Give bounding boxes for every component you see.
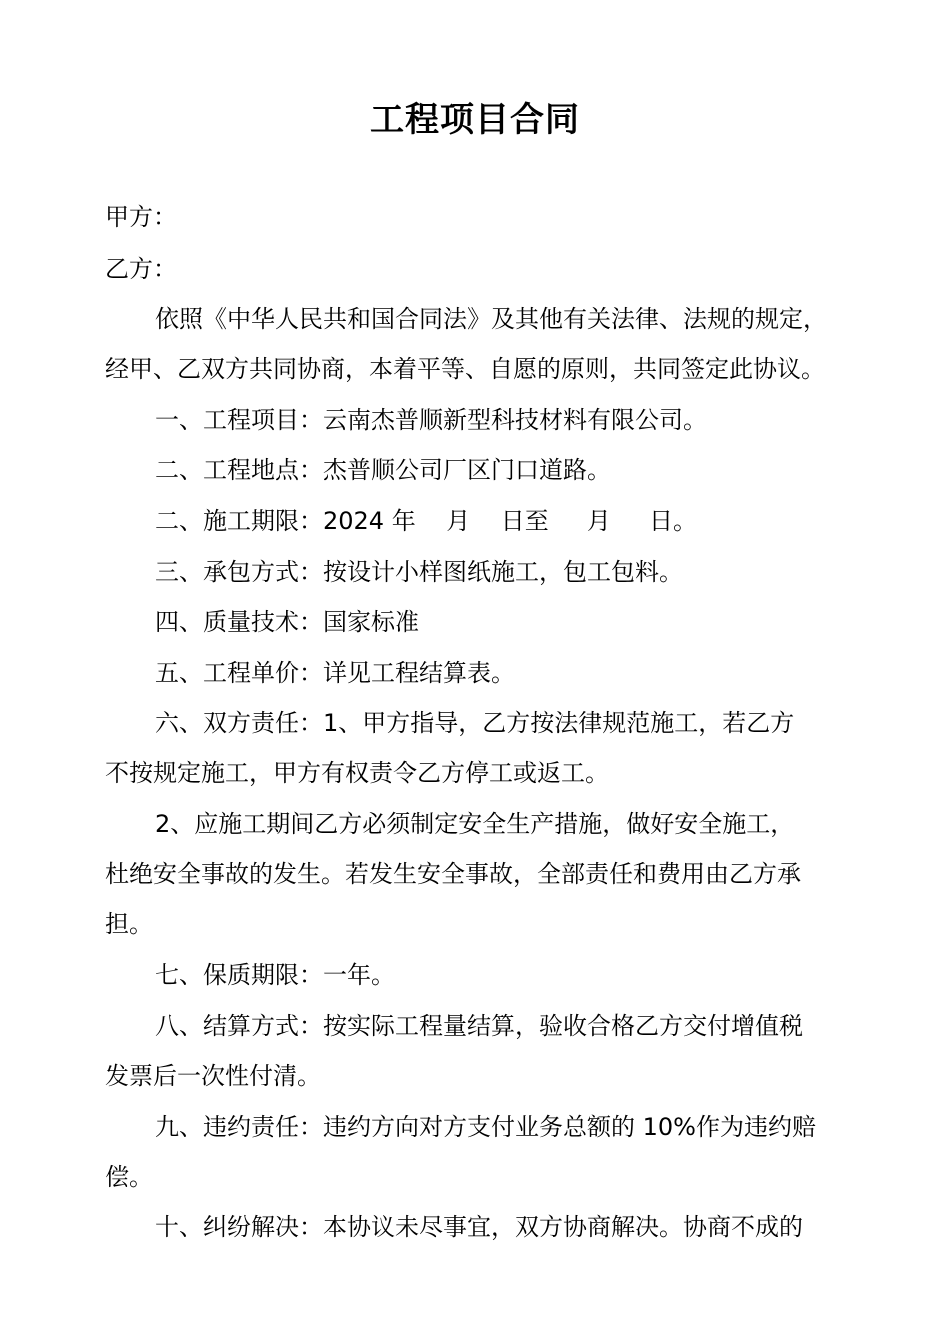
clause-responsibility-1: 六、双方责任：1、甲方指导，乙方按法律规范施工，若乙方 (155, 709, 795, 737)
clause-contract-method: 三、承包方式：按设计小样图纸施工，包工包料。 (155, 558, 683, 586)
clause-responsibility-2: 2、应施工期间乙方必须制定安全生产措施，做好安全施工， (155, 810, 795, 838)
clause-responsibility-2-cont: 杜绝安全事故的发生。若发生安全事故，全部责任和费用由乙方承 (105, 860, 801, 888)
party-a-line: 甲方： (105, 203, 177, 231)
party-b-line: 乙方： (105, 255, 177, 283)
clause-project: 一、工程项目：云南杰普顺新型科技材料有限公司。 (155, 406, 707, 434)
clause-breach-cont: 偿。 (105, 1163, 153, 1191)
clause-unit-price: 五、工程单价：详见工程结算表。 (155, 659, 515, 687)
clause-dispute: 十、纠纷解决：本协议未尽事宜，双方协商解决。协商不成的 (155, 1213, 803, 1241)
preamble-line-1: 依照《中华人民共和国合同法》及其他有关法律、法规的规定， (155, 305, 827, 333)
clause-period: 二、施工期限：2024 年 月 日至 月 日。 (155, 507, 698, 535)
clause-responsibility-1-cont: 不按规定施工，甲方有权责令乙方停工或返工。 (105, 759, 609, 787)
clause-responsibility-2-end: 担。 (105, 910, 153, 938)
clause-settlement: 八、结算方式：按实际工程量结算，验收合格乙方交付增值税 (155, 1012, 803, 1040)
preamble-line-2: 经甲、乙双方共同协商，本着平等、自愿的原则，共同签定此协议。 (105, 355, 825, 383)
clause-breach: 九、违约责任：违约方向对方支付业务总额的 10%作为违约赔 (155, 1113, 816, 1141)
clause-location: 二、工程地点：杰普顺公司厂区门口道路。 (155, 456, 611, 484)
clause-warranty: 七、保质期限：一年。 (155, 961, 395, 989)
clause-settlement-cont: 发票后一次性付清。 (105, 1062, 321, 1090)
clause-quality: 四、质量技术：国家标准 (155, 608, 419, 636)
document-title: 工程项目合同 (370, 100, 580, 140)
